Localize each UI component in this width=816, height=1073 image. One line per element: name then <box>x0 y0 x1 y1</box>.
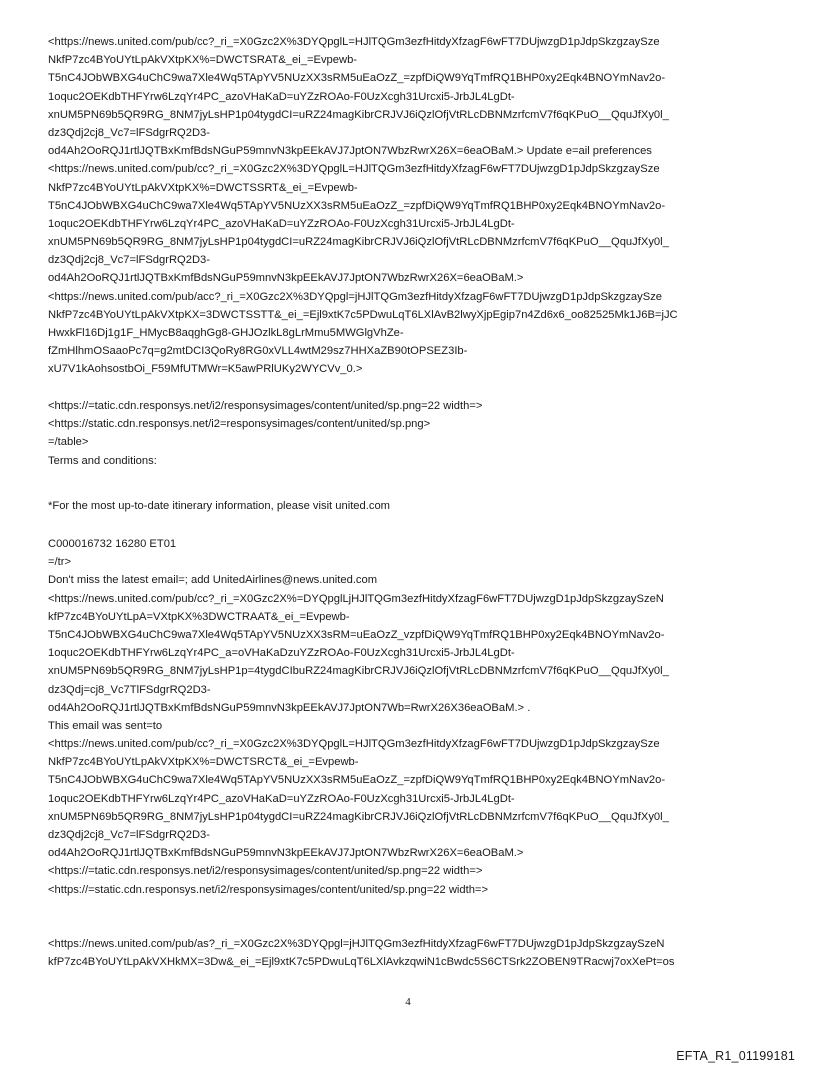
text-line: T5nC4JObWBXG4uChC9wa7Xle4Wq5TApYV5NUzXX3sRM5uEaOzZ_=zpfDiQW9YqTmfRQ1BHP0xy2Eqk4BNOYmNav2o- <box>48 774 666 787</box>
text-line: *For the most up-to-date itinerary information, please visit united.com <box>48 500 390 512</box>
text-line: <https://news.united.com/pub/cc?_ri_=X0Gzc2X%3DYQpglL=HJlTQGm3ezfHitdyXfzagF6wFT7DUjwzgD1pJdpSkzgzaySze <box>48 163 660 176</box>
text-line: <https://=tatic.cdn.responsys.net/i2/responsysimages/content/united/sp.png=22 width=> <box>48 865 483 878</box>
text-line: <https://=static.cdn.responsys.net/i2/responsysimages/content/united/sp.png=22 width=> <box>48 883 488 896</box>
text-line: NkfP7zc4BYoUYtLpAkVXtpKX%=DWCTSSRT&_ei_=Evpewb- <box>48 181 358 194</box>
text-line: Don't miss the latest email=; add UnitedAirlines@news.united.com <box>48 574 378 587</box>
text-line: dz3Qdj2cj8_Vc7=lFSdgrRQ2D3- <box>48 829 210 841</box>
text-line: <https://news.united.com/pub/cc?_ri_=X0Gzc2X%=DYQpglLjHJlTQGm3ezfHitdyXfzagF6wFT7DUjwzgD1pJdpSkzgzaySzeN <box>48 592 664 605</box>
text-block-terms <box>48 397 783 470</box>
text-line: T5nC4JObWBXG4uChC9wa7Xle4Wq5TApYV5NUzXX3sRM5uEaOzZ_=zpfDiQW9YqTmfRQ1BHP0xy2Eqk4BNOYmNav2o- <box>48 72 666 85</box>
bates-number: EFTA_R1_01199181 <box>676 1049 795 1063</box>
text-line: 1oquc2OEKdbTHFYrw6LzqYr4PC_azoVHaKaD=uYZzROAo-F0UzXcgh31Urcxi5-JrbJL4LgDt- <box>48 792 515 805</box>
text-line: xnUM5PN69b5QR9RG_8NM7jyLsHP1p04tygdCI=uRZ24magKibrCRJVJ6iQzlOfjVtRLcDBNMzrfcmV7f6qKPuO__QquJfXy0l_ <box>48 108 669 121</box>
text-line: <https://news.united.com/pub/cc?_ri_=X0Gzc2X%3DYQpglL=HJlTQGm3ezfHitdyXfzagF6wFT7DUjwzgD1pJdpSkzgzaySze <box>48 738 660 751</box>
text-line: =/table> <box>48 436 89 449</box>
text-line: <https://=tatic.cdn.responsys.net/i2/responsysimages/content/united/sp.png=22 width=> <box>48 400 483 412</box>
text-block-footer-links <box>48 535 783 899</box>
text-line: dz3Qdj2cj8_Vc7=lFSdgrRQ2D3- <box>48 126 210 139</box>
text-line: fZmHlhmOSaaoPc7q=g2mtDCI3QoRy8RG0xVLL4wtM29sz7HHXaZB90tOPSEZ3Ib- <box>48 345 468 358</box>
text-line: od4Ah2OoRQJ1rtlJQTBxKmfBdsNGuP59mnvN3kpEEkAVJ7JptON7WbzRwrX26X=6eaOBaM.> Update e=ail preferences <box>48 145 652 158</box>
text-line: NkfP7zc4BYoUYtLpAkVXtpKX%=DWCTSRAT&_ei_=Evpewb- <box>48 54 358 67</box>
text-line: 1oquc2OEKdbTHFYrw6LzqYr4PC_azoVHaKaD=uYZzROAo-F0UzXcgh31Urcxi5-JrbJL4LgDt- <box>48 90 515 103</box>
page-number: 4 <box>405 996 411 1008</box>
text-line: od4Ah2OoRQJ1rtlJQTBxKmfBdsNGuP59mnvN3kpEEkAVJ7JptON7Wb=RwrX26X36eaOBaM.> . <box>48 701 531 714</box>
text-line: <https://news.united.com/pub/as?_ri_=X0Gzc2X%3DYQpgl=jHJlTQGm3ezfHitdyXfzagF6wFT7DUjwzgD1pJdpSkzgzaySzeN <box>48 938 665 950</box>
text-block-unsubscribe-links <box>48 33 783 379</box>
text-line: <https://news.united.com/pub/acc?_ri_=X0Gzc2X%3DYQpgl=jHJlTQGm3ezfHitdyXfzagF6wFT7DUjwzgD1pJdpSkzgzaySze <box>48 290 663 303</box>
text-line: T5nC4JObWBXG4uChC9wa7Xle4Wq5TApYV5NUzXX3sRM=uEaOzZ_vzpfDiQW9YqTmfRQ1BHP0xy2Eqk4BNOYmNav2o- <box>48 628 665 641</box>
text-line: HwxkFl16Dj1g1F_HMycB8aqghGg8-GHJOzlkL8gLrMmu5MWGlgVhZe- <box>48 327 404 339</box>
text-line: C000016732 16280 ET01 <box>48 538 177 550</box>
text-line: xU7V1kAohsostbOi_F59MfUTMWr=K5awPRlUKy2WYCVv_0.> <box>48 363 363 376</box>
text-line: Terms and conditions: <box>48 454 157 467</box>
text-line: 1oquc2OEKdbTHFYrw6LzqYr4PC_azoVHaKaD=uYZzROAo-F0UzXcgh31Urcxi5-JrbJL4LgDt- <box>48 217 515 230</box>
text-line: xnUM5PN69b5QR9RG_8NM7jyLsHP1p=4tygdCIbuRZ24magKibrCRJVJ6iQzlOfjVtRLcDBNMzrfcmV7f6qKPuO__QquJfXy0l_ <box>48 665 669 678</box>
text-line: NkfP7zc4BYoUYtLpAkVXtpKX=3DWCTSSTT&_ei_=Ejl9xtK7c5PDwuLqT6LXlAvB2lwyXjpEgip7n4Zd6x6_oo82525Mk1J6B=jJC <box>48 308 678 321</box>
text-line: 1oquc2OEKdbTHFYrw6LzqYr4PC_a=oVHaKaDzuYZzROAo-F0UzXcgh31Urcxi5-JrbJL4LgDt- <box>48 647 515 660</box>
text-line: xnUM5PN69b5QR9RG_8NM7jyLsHP1p04tygdCI=uRZ24magKibrCRJVJ6iQzlOfjVtRLcDBNMzrfcmV7f6qKPuO__QquJfXy0l_ <box>48 810 669 823</box>
text-line: <https://news.united.com/pub/cc?_ri_=X0Gzc2X%3DYQpglL=HJlTQGm3ezfHitdyXfzagF6wFT7DUjwzgD1pJdpSkzgzaySze <box>48 36 660 48</box>
text-line: od4Ah2OoRQJ1rtlJQTBxKmfBdsNGuP59mnvN3kpEEkAVJ7JptON7WbzRwrX26X=6eaOBaM.> <box>48 847 524 860</box>
text-line: <https://static.cdn.responsys.net/i2=responsysimages/content/united/sp.png> <box>48 418 431 431</box>
text-line: kfP7zc4BYoUYtLpA=VXtpKX%3DWCTRAAT&_ei_=Evpewb- <box>48 610 350 623</box>
text-block-trailing-link <box>48 935 783 971</box>
text-line: dz3Qdj=cj8_Vc7TlFSdgrRQ2D3- <box>48 683 211 696</box>
text-line: =/tr> <box>48 556 72 569</box>
text-line: T5nC4JObWBXG4uChC9wa7Xle4Wq5TApYV5NUzXX3sRM5uEaOzZ_=zpfDiQW9YqTmfRQ1BHP0xy2Eqk4BNOYmNav2o- <box>48 199 666 212</box>
text-line: NkfP7zc4BYoUYtLpAkVXtpKX%=DWCTSRCT&_ei_=Evpewb- <box>48 756 359 769</box>
text-line: kfP7zc4BYoUYtLpAkVXHkMX=3Dw&_ei_=Ejl9xtK7c5PDwuLqT6LXlAvkzqwiN1cBwdc5S6CTSrk2ZOBEN9TRacwj7oxXePt=os <box>48 956 675 969</box>
text-line: This email was sent=to <box>48 719 163 732</box>
text-line: dz3Qdj2cj8_Vc7=lFSdgrRQ2D3- <box>48 254 210 267</box>
text-block-itinerary-note <box>48 497 783 515</box>
text-line: xnUM5PN69b5QR9RG_8NM7jyLsHP1p04tygdCI=uRZ24magKibrCRJVJ6iQzlOfjVtRLcDBNMzrfcmV7f6qKPuO__QquJfXy0l_ <box>48 236 669 249</box>
text-line: od4Ah2OoRQJ1rtlJQTBxKmfBdsNGuP59mnvN3kpEEkAVJ7JptON7WbzRwrX26X=6eaOBaM.> <box>48 272 524 285</box>
